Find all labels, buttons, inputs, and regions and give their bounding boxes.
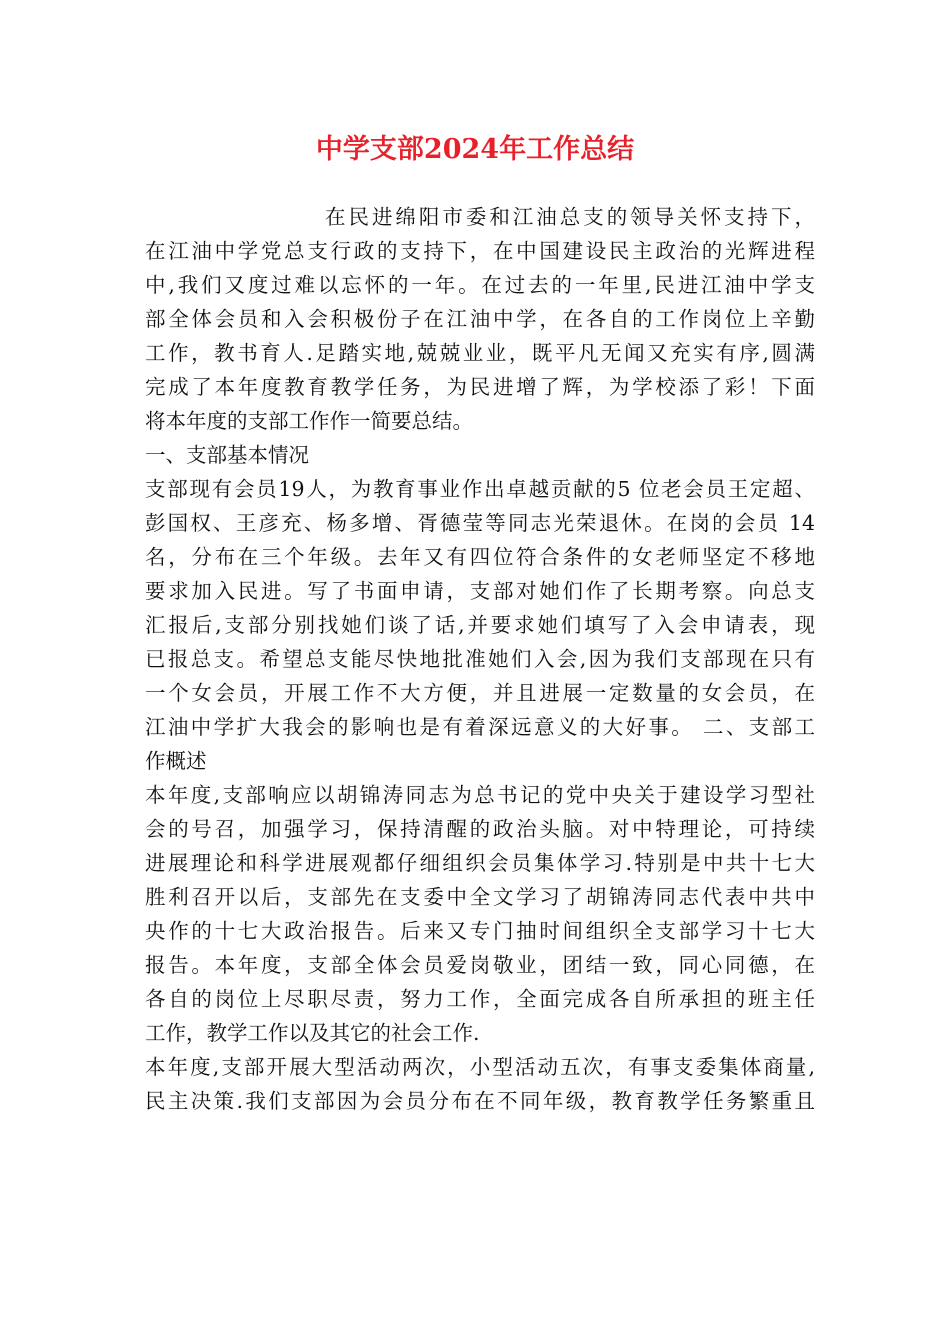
body-line: 央作的十七大政治报告。后来又专门抽时间组织全支部学习十七大 — [145, 919, 815, 943]
body-line: 将本年度的支部工作作一简要总结。 — [145, 409, 473, 433]
body-line: 一个女会员，开展工作不大方便，并且进展一定数量的女会员，在 — [145, 681, 815, 705]
body-line: 工作，教书育人.足踏实地,兢兢业业，既平凡无闻又充实有序,圆满 — [145, 341, 815, 365]
body-line: 江油中学扩大我会的影响也是有着深远意义的大好事。 二、支部工 — [145, 715, 815, 739]
body-line: 民主决策.我们支部因为会员分布在不同年级，教育教学任务繁重且 — [145, 1089, 815, 1113]
body-line: 作概述 — [145, 749, 207, 773]
body-line: 完成了本年度教育教学任务，为民进增了辉，为学校添了彩！下面 — [145, 375, 815, 399]
body-line: 支部现有会员19人，为教育事业作出卓越贡献的5 位老会员王定超、 — [145, 477, 815, 501]
body-line: 报告。本年度，支部全体会员爱岗敬业，团结一致，同心同德，在 — [145, 953, 815, 977]
body-line: 本年度,支部响应以胡锦涛同志为总书记的党中央关于建设学习型社 — [145, 783, 815, 807]
body-line: 在江油中学党总支行政的支持下，在中国建设民主政治的光辉进程 — [145, 239, 815, 263]
body-line: 各自的岗位上尽职尽责，努力工作，全面完成各自所承担的班主任 — [145, 987, 815, 1011]
body-line: 已报总支。希望总支能尽快地批准她们入会,因为我们支部现在只有 — [145, 647, 815, 671]
body-line: 进展理论和科学进展观都仔细组织会员集体学习.特别是中共十七大 — [145, 851, 815, 875]
body-line: 在民进绵阳市委和江油总支的领导关怀支持下， — [325, 205, 815, 229]
body-line: 部全体会员和入会积极份子在江油中学，在各自的工作岗位上辛勤 — [145, 307, 815, 331]
body-line: 本年度,支部开展大型活动两次，小型活动五次，有事支委集体商量, — [145, 1055, 815, 1079]
body-line: 彭国权、王彦充、杨多增、胥德莹等同志光荣退休。在岗的会员 14 — [145, 511, 815, 535]
body-line: 胜利召开以后，支部先在支委中全文学习了胡锦涛同志代表中共中 — [145, 885, 815, 909]
body-line: 中,我们又度过难以忘怀的一年。在过去的一年里,民进江油中学支 — [145, 273, 815, 297]
body-line: 名，分布在三个年级。去年又有四位符合条件的女老师坚定不移地 — [145, 545, 815, 569]
body-line: 工作，教学工作以及其它的社会工作. — [145, 1021, 480, 1045]
document-title: 中学支部2024年工作总结 — [315, 134, 635, 165]
body-line: 汇报后,支部分别找她们谈了话,并要求她们填写了入会申请表，现 — [145, 613, 815, 637]
body-line: 要求加入民进。写了书面申请，支部对她们作了长期考察。向总支 — [145, 579, 815, 603]
document-body — [145, 200, 815, 1118]
body-line: 会的号召，加强学习，保持清醒的政治头脑。对中特理论，可持续 — [145, 817, 815, 841]
body-line: 一、支部基本情况 — [145, 443, 309, 467]
